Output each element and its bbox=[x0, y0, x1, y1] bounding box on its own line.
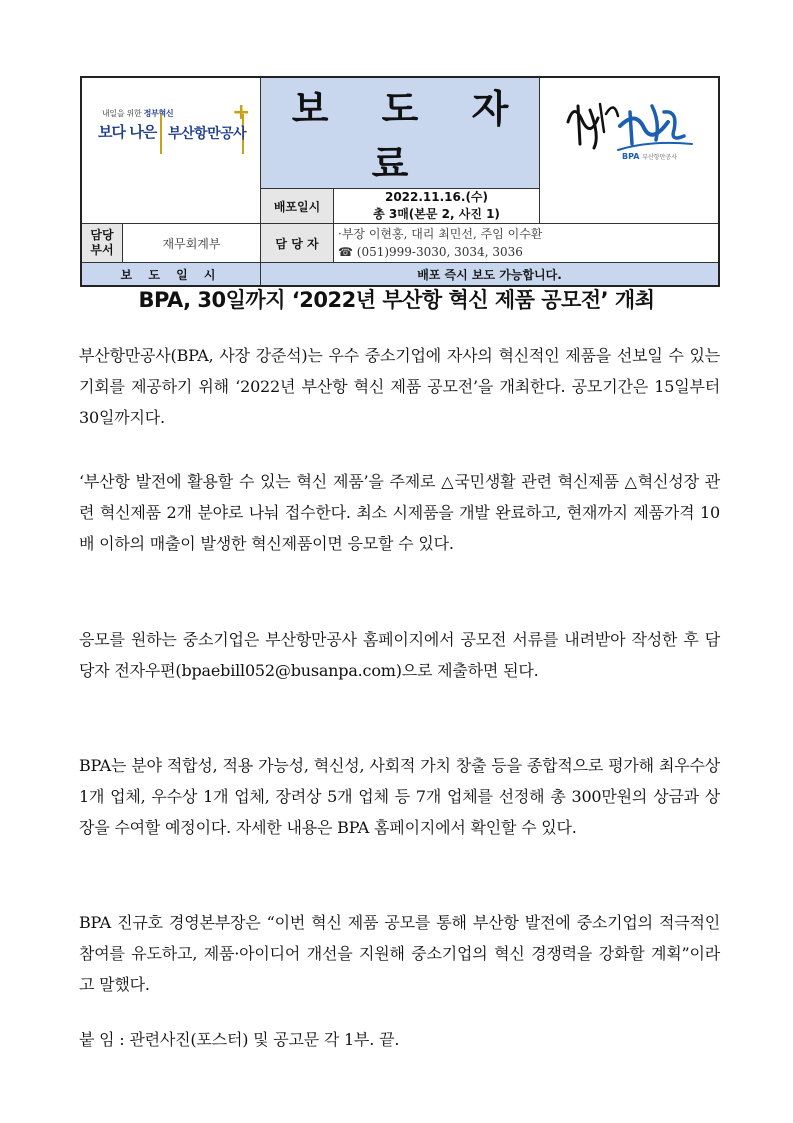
government-innovation-logo bbox=[81, 77, 261, 224]
press-release-header bbox=[80, 76, 720, 287]
release-value: 배포 즉시 보도 가능합니다. bbox=[261, 263, 720, 287]
release-label: 보 도 일 시 bbox=[81, 263, 261, 287]
dept-row bbox=[81, 224, 261, 263]
contact-phone: ☎ (051)999-3030, 3034, 3036 bbox=[338, 245, 523, 259]
logo-tagline: 내일을 위한 정부혁신 bbox=[102, 109, 174, 118]
article-paragraph-3: 응모를 원하는 중소기업은 부산항만공사 홈페이지에서 공모전 서류를 내려받아 작성한 후 담당자 전자우편(bpaebill052@busanpa.com)으로 제출하면 된다. bbox=[79, 630, 720, 680]
bpa-brand-subtext: 부산항만공사 bbox=[642, 154, 677, 161]
dept-name: 재무회계부 bbox=[162, 236, 221, 251]
logo-slogan: 보다 나은 bbox=[98, 123, 157, 141]
article-headline: BPA, 30일까지 ‘2022년 부산항 혁신 제품 공모전’ 개최 bbox=[138, 288, 655, 312]
article-paragraph-1: 부산항만공사(BPA, 사장 강준석)는 우수 중소기업에 자사의 혁신적인 제품을 선보일 수 있는 기회를 제공하기 위해 ‘2022년 부산항 혁신 제품 공모전’을 개최한다. 공모기간은 15일부터 30일까지다. bbox=[79, 346, 720, 427]
plus-icon: + bbox=[232, 100, 251, 125]
logo-org-name: 부산항만공사 bbox=[168, 126, 247, 142]
contact-label: 담 당 자 bbox=[261, 224, 334, 263]
press-release-title: 보 도 자 료 bbox=[291, 87, 529, 186]
distribution-label: 배포일시 bbox=[261, 189, 334, 224]
press-release-title-cell bbox=[261, 77, 540, 189]
contact-info bbox=[334, 224, 720, 263]
contact-people: ·부장 이현홍, 대리 최민선, 주임 이수환 bbox=[338, 227, 543, 241]
bpa-brand-text: BPA bbox=[622, 152, 640, 161]
article-paragraph-5: BPA 진규호 경영본부장은 “이번 혁신 제품 공모를 통해 부산항 발전에 중소기업의 적극적인 참여를 유도하고, 제품·아이디어 개선을 지원해 중소기업의 혁신 경쟁력을 강화할 계획”이라고 말했다. bbox=[79, 913, 720, 994]
bpa-slogan-logo bbox=[540, 77, 720, 224]
article-paragraph-2: ‘부산항 발전에 활용할 수 있는 혁신 제품’을 주제로 △국민생활 관련 혁신제품 △혁신성장 관련 혁신제품 2개 분야로 나눠 접수한다. 최소 시제품을 개발 완료하고, 현재까지 제품가격 10배 이하의 매출이 발생한 혁신제품이면 응모할 수 있다. bbox=[79, 472, 720, 553]
article-paragraph-4: BPA는 분야 적합성, 적용 가능성, 혁신성, 사회적 가치 창출 등을 종합적으로 평가해 최우수상 1개 업체, 우수상 1개 업체, 장려상 5개 업체 등 7개 업체를 선정해 총 300만원의 상금과 상장을 수여할 예정이다. 자세한 내용은 BPA 홈페이지에서 확인할 수 있다. bbox=[79, 756, 720, 837]
distribution-info bbox=[334, 189, 540, 224]
attachment-note: 붙 임 : 관련사진(포스터) 및 공고문 각 1부. 끝. bbox=[79, 1030, 400, 1049]
distribution-pages: 총 3매(본문 2, 사진 1) bbox=[373, 207, 500, 221]
distribution-date: 2022.11.16.(수) bbox=[384, 190, 489, 204]
dept-label: 담당 부서 bbox=[82, 224, 123, 262]
